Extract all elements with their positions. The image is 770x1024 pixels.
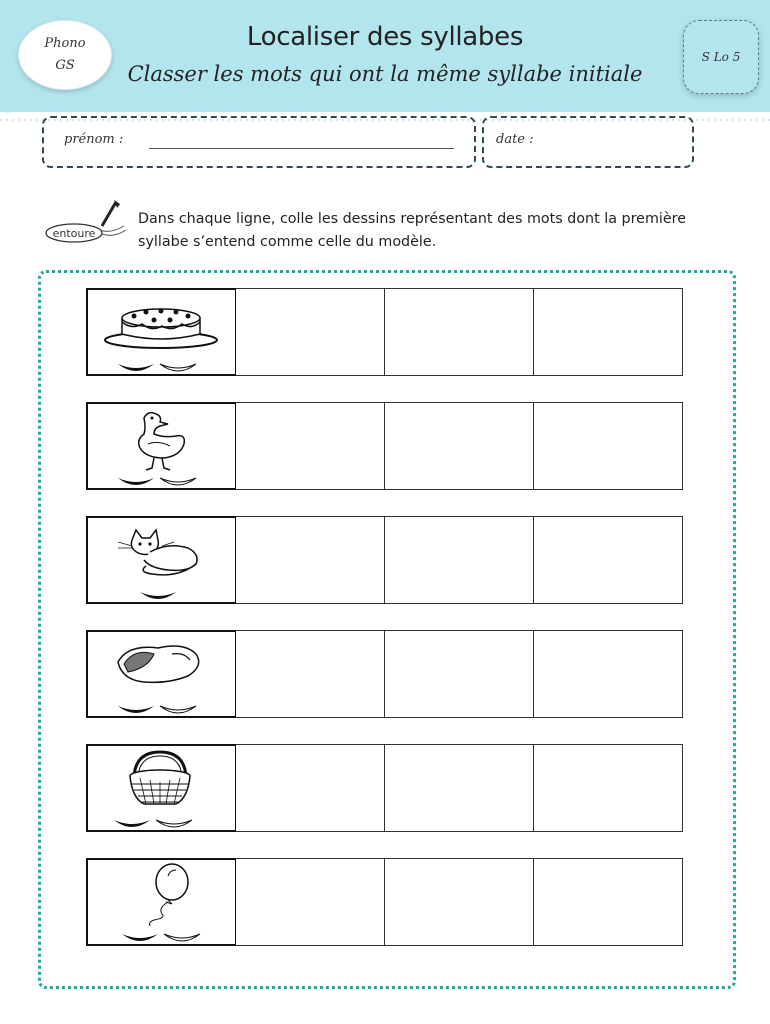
instruction-text: Dans chaque ligne, colle les dessins représentant des mots dont la première syllabe s’entend comme celle du modèle.	[138, 211, 687, 250]
cake-icon	[88, 290, 235, 374]
entoure-instruction-icon	[44, 196, 128, 244]
name-label: prénom :	[64, 132, 124, 147]
cat-icon	[88, 518, 235, 602]
paste-cell[interactable]	[385, 402, 534, 490]
page-subtitle: Classer les mots qui ont la même syllabe initiale	[127, 62, 643, 86]
paste-cell[interactable]	[534, 288, 683, 376]
paste-cell[interactable]	[385, 516, 534, 604]
model-picture-box	[86, 516, 237, 604]
sheet-code-badge: S Lo 5	[683, 20, 759, 94]
paste-cell[interactable]	[385, 858, 534, 946]
header-banner	[0, 0, 770, 112]
clog-icon	[88, 632, 235, 716]
balloon-icon	[88, 860, 235, 944]
exercise-row	[86, 858, 683, 946]
basket-icon	[88, 746, 235, 830]
model-picture-box	[86, 630, 237, 718]
level-line-2: GS	[55, 58, 75, 73]
paste-cell[interactable]	[534, 402, 683, 490]
exercise-row	[86, 402, 683, 490]
paste-cell[interactable]	[236, 744, 385, 832]
paste-cell[interactable]	[534, 516, 683, 604]
model-picture-box	[86, 858, 237, 946]
paste-cell[interactable]	[385, 744, 534, 832]
page-title: Localiser des syllabes	[246, 22, 524, 52]
paste-cell[interactable]	[236, 858, 385, 946]
exercise-row	[86, 516, 683, 604]
model-picture-box	[86, 744, 237, 832]
paste-cell[interactable]	[236, 516, 385, 604]
paste-cell[interactable]	[534, 630, 683, 718]
entoure-label: entoure	[52, 227, 96, 240]
model-picture-box	[86, 402, 237, 490]
exercise-row	[86, 288, 683, 376]
level-line-1: Phono	[44, 36, 86, 51]
paste-cell[interactable]	[385, 630, 534, 718]
name-field-box[interactable]	[42, 116, 476, 168]
paste-cell[interactable]	[236, 402, 385, 490]
exercise-row	[86, 630, 683, 718]
paste-cell[interactable]	[236, 288, 385, 376]
exercise-row	[86, 744, 683, 832]
name-write-line[interactable]	[149, 148, 454, 149]
paste-cell[interactable]	[534, 858, 683, 946]
model-picture-box	[86, 288, 237, 376]
paste-cell[interactable]	[385, 288, 534, 376]
duck-icon	[88, 404, 235, 488]
date-label: date :	[496, 132, 534, 147]
paste-cell[interactable]	[534, 744, 683, 832]
level-badge	[18, 20, 112, 90]
paste-cell[interactable]	[236, 630, 385, 718]
date-field-box[interactable]	[482, 116, 694, 168]
